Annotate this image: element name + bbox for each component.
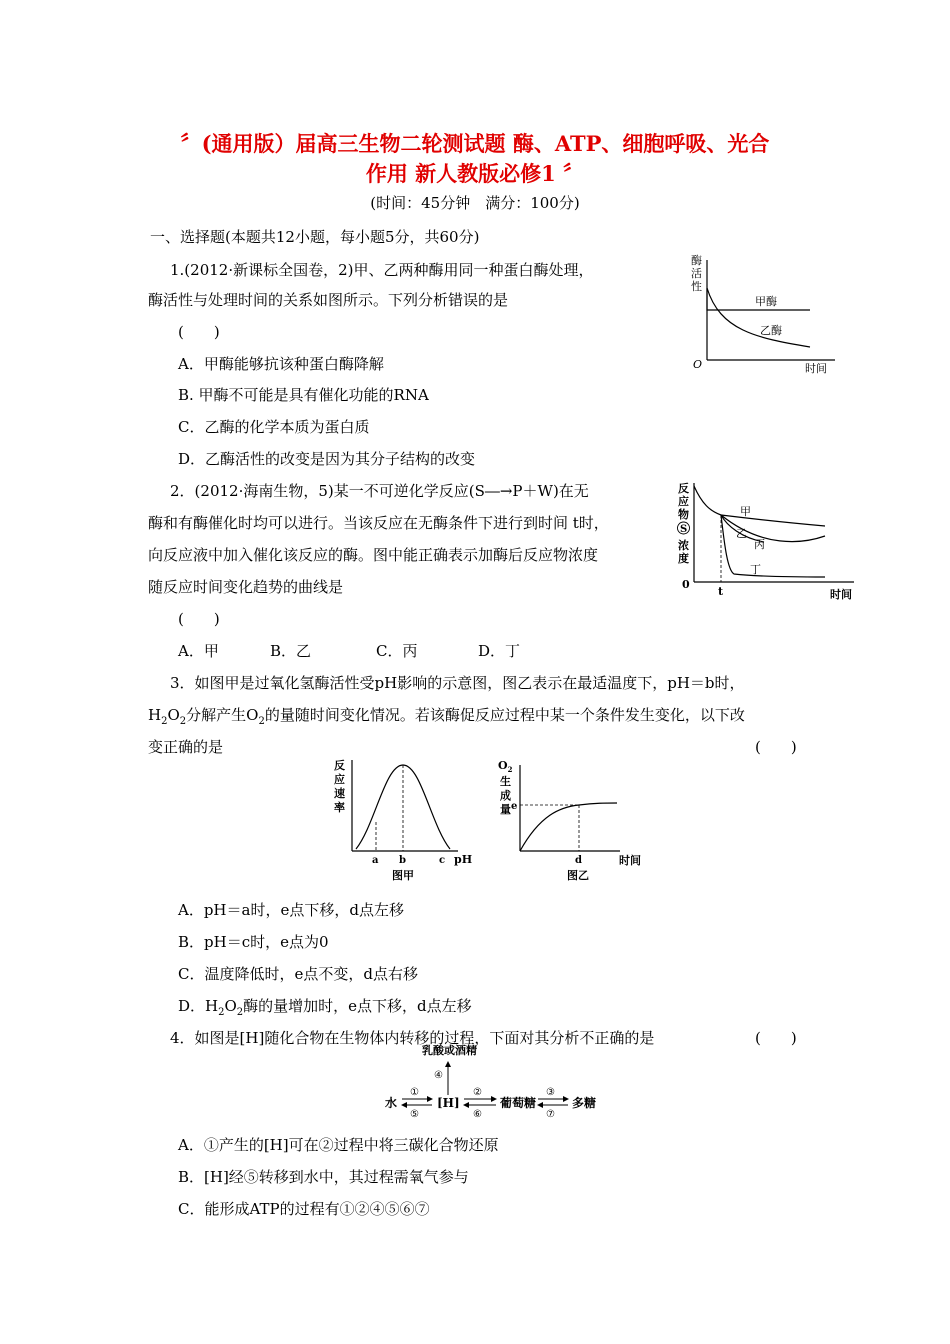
q4-paren: ( ) <box>755 1029 797 1047</box>
fig3a-ylabel-1: 反 <box>334 759 345 772</box>
q2-stem-4: 随反应时间变化趋势的曲线是 <box>148 578 344 596</box>
q4-n1: ① <box>410 1087 419 1098</box>
q2-option-a: A．甲 <box>178 642 219 660</box>
fig2-origin: 0 <box>682 578 690 591</box>
q4-n5: ⑤ <box>410 1109 419 1120</box>
fig3b-ylabel-3: 量 <box>500 803 511 816</box>
q1-option-b: B. 甲酶不可能是具有催化功能的RNA <box>178 386 429 404</box>
fig3b-caption: 图乙 <box>567 869 589 882</box>
fig3a-c: c <box>439 855 446 866</box>
fig2-ylabel-2: 应 <box>678 495 689 508</box>
q4-option-b: B．[H]经⑤转移到水中，其过程需氧气参与 <box>178 1168 469 1186</box>
fig2-xlabel: 时间 <box>830 588 852 601</box>
fig1-xlabel: 时间 <box>805 362 827 375</box>
q4-glucose: 葡萄糖 <box>500 1096 537 1110</box>
curve-jia <box>721 515 825 526</box>
fig2-label-ding: 丁 <box>750 563 761 576</box>
fig2-label-yi: 乙 <box>736 527 747 540</box>
fig3a-ylabel-4: 率 <box>334 801 345 814</box>
q1-option-a: A．甲酶能够抗该种蛋白酶降解 <box>178 355 384 373</box>
fig3a-caption: 图甲 <box>392 869 414 882</box>
q4-h: [H] <box>437 1096 460 1110</box>
fig1-ylabel-3: 性 <box>691 280 702 293</box>
q1-figure <box>685 250 850 378</box>
q3-option-b: B．pH＝c时，e点为0 <box>178 933 329 951</box>
fig3a-ylabel-3: 速 <box>334 787 345 800</box>
q1-paren: ( ) <box>178 323 220 341</box>
fig3b-e: e <box>511 801 518 812</box>
q3-stem-3: 变正确的是 <box>148 738 224 756</box>
q4-lactic-label: 乳酸或酒精 <box>422 1044 477 1057</box>
fig2-t-label: t <box>718 585 724 598</box>
q2-stem-1: 2．(2012·海南生物，5)某一不可逆化学反应(S―→P＋W)在无 <box>170 482 589 500</box>
exam-meta: (时间：45分钟 满分：100分) <box>370 194 580 212</box>
q4-n3: ③ <box>546 1087 555 1098</box>
q2-option-d: D．丁 <box>478 642 521 660</box>
fig1-ylabel-2: 活 <box>691 267 702 280</box>
fig3b-ylabel-1: 生 <box>500 775 511 788</box>
fig3a-b: b <box>399 855 406 866</box>
q1-option-c: C．乙酶的化学本质为蛋白质 <box>178 418 370 436</box>
q4-option-a: A．①产生的[H]可在②过程中将三碳化合物还原 <box>178 1136 499 1154</box>
q4-option-c: C．能形成ATP的过程有①②④⑤⑥⑦ <box>178 1200 430 1218</box>
fig1-label-yi: 乙酶 <box>760 324 782 337</box>
fig2-label-bing: 丙 <box>754 538 765 551</box>
q3-paren: ( ) <box>755 738 797 756</box>
fig2-ylabel-s: S <box>680 524 688 535</box>
q2-option-c: C．丙 <box>376 642 418 660</box>
q4-figure <box>380 1040 610 1120</box>
q4-n2: ② <box>473 1087 482 1098</box>
q3-option-a: A．pH＝a时，e点下移，d点左移 <box>178 901 404 919</box>
q4-n6: ⑥ <box>473 1109 482 1120</box>
q2-paren: ( ) <box>178 610 220 628</box>
q2-figure <box>672 478 862 603</box>
fig3a-xlabel: pH <box>454 853 473 866</box>
q4-polysaccharide: 多糖 <box>572 1096 597 1110</box>
fig3b-d: d <box>575 855 582 866</box>
doc-title-line1: 〞(通用版）届高三生物二轮测试题 酶、ATP、细胞呼吸、光合 <box>180 131 770 156</box>
q1-option-d: D．乙酶活性的改变是因为其分子结构的改变 <box>178 450 476 468</box>
q3-stem-2: $H_2O_2$分解产生$O_2$的量随时间变化情况。若该酶促反应过程中某一个条件发生变化，以下改 <box>148 706 745 727</box>
fig3b-xlabel: 时间 <box>619 854 641 867</box>
fig3b-ylabel-o: $O_2$ <box>498 759 513 774</box>
q3-figure-jia <box>330 755 480 885</box>
q4-water: 水 <box>385 1096 398 1110</box>
q4-n4: ④ <box>434 1070 443 1081</box>
fig2-ylabel-3: 物 <box>678 508 689 521</box>
q3-option-c: C．温度降低时，e点不变，d点右移 <box>178 965 418 983</box>
fig1-origin: O <box>693 358 703 371</box>
fig3b-ylabel-2: 成 <box>500 789 511 802</box>
section-heading: 一、选择题(本题共12小题，每小题5分，共60分) <box>150 228 480 246</box>
q4-n7: ⑦ <box>546 1109 555 1120</box>
q1-stem-1: 1.(2012·新课标全国卷，2)甲、乙两种酶用同一种蛋白酶处理， <box>170 261 594 279</box>
fig3a-ylabel-2: 应 <box>334 773 345 786</box>
fig1-label-jia: 甲酶 <box>755 295 777 308</box>
q3-option-d: D．$H_2O_2$酶的量增加时，e点下移，d点左移 <box>178 997 472 1018</box>
fig3a-a: a <box>372 855 379 866</box>
doc-title-line2: 作用 新人教版必修1 〞 <box>365 161 585 186</box>
fig2-label-jia: 甲 <box>740 505 751 518</box>
q2-stem-2: 酶和有酶催化时均可以进行。当该反应在无酶条件下进行到时间 t时， <box>148 514 609 532</box>
q4-stem: 4．如图是[H]随化合物在生物体内转移的过程，下面对其分析不正确的是 <box>170 1029 655 1047</box>
q1-stem-2: 酶活性与处理时间的关系如图所示。下列分析错误的是 <box>148 291 509 309</box>
fig2-ylabel-5: 度 <box>678 552 689 565</box>
q3-figure-yi <box>495 755 655 885</box>
fig2-ylabel-4: 浓 <box>678 539 689 552</box>
q2-stem-3: 向反应液中加入催化该反应的酶。图中能正确表示加酶后反应物浓度 <box>148 546 599 564</box>
q3-stem-1: 3．如图甲是过氧化氢酶活性受pH影响的示意图，图乙表示在最适温度下，pH＝b时， <box>170 674 745 692</box>
o2-curve <box>520 803 617 851</box>
q2-option-b: B．乙 <box>270 642 312 660</box>
fig2-ylabel-1: 反 <box>678 482 689 495</box>
fig1-ylabel-1: 酶 <box>691 254 702 267</box>
